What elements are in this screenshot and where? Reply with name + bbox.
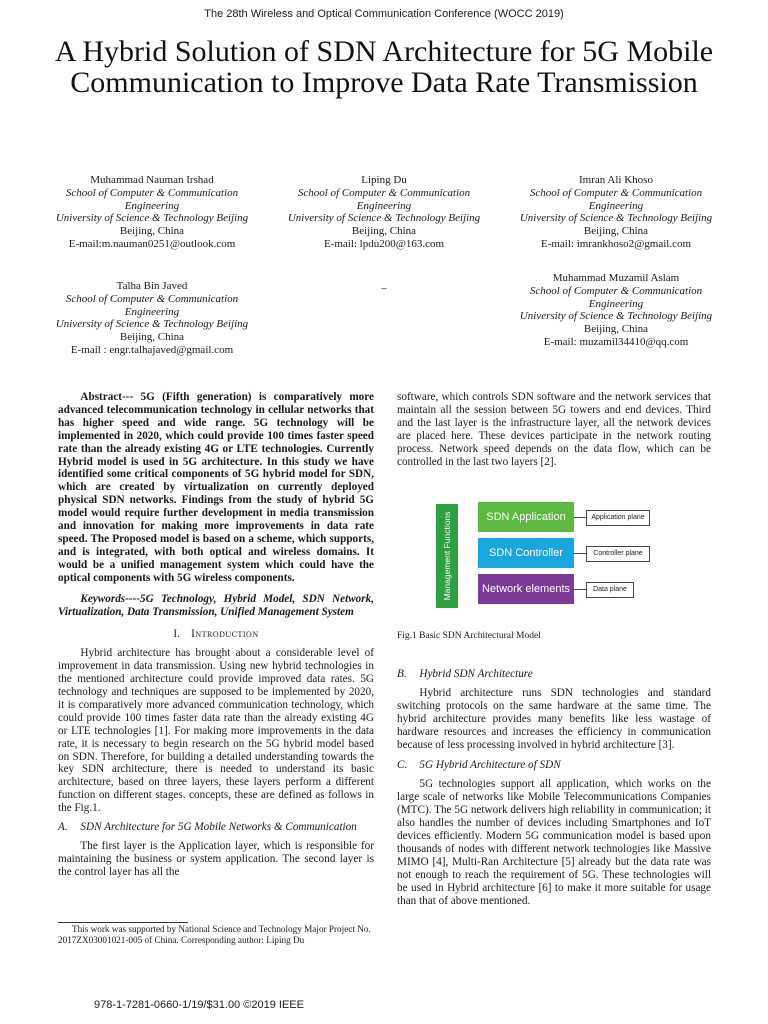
author-email: E-mail: muzamil34410@qq.com: [543, 335, 689, 348]
connector-line: [574, 553, 586, 554]
subsection-label: C.: [397, 759, 408, 772]
section-heading-introduction: [58, 628, 374, 641]
subsection-b-paragraph: Hybrid architecture runs SDN technologies and standard switching protocols on the same hardware at the same time. The hybrid architecture provides many benefits like less wastage of hardware resources and increases the efficiency in communication because of less processing involved in hybrid architecture [3].: [397, 686, 711, 751]
application-plane-label: Application plane: [586, 510, 650, 526]
figure-sdn-architecture: [420, 496, 660, 616]
author-email: E-mail: imrankhoso2@gmail.com: [540, 237, 692, 250]
author-name: Talha Bin Javed: [116, 280, 188, 292]
author-block: [516, 174, 716, 251]
section-title: Introduction: [191, 628, 259, 641]
abstract: Abstract--- 5G (Fifth generation) is comparatively more advanced telecommunication technology in cellular networks that has higher speed and wide range. 5G technology will be implemented in 2020, which could provide 100 times faster speed rate than the already existing 4G or LTE technologies. Currently Hybrid model is used in 5G architecture. In this study we have identified some critical components of 5G hybrid model for SDN, which are created by virtualization on currently deployed physical SDN networks. Findings from the study of hybrid 5G model would require further development in media transmission and innovation for making more improvements in data rate speed. The Proposed model is based on a scheme, which supports, and is integrated, with both optical and wireless domains. It would be a unified management system which could have the optical components with 5G wireless components.: [58, 391, 374, 584]
paper-title: A Hybrid Solution of SDN Architecture for 5G Mobile Communication to Improve Data Rate Transmission: [54, 35, 714, 99]
sdn-application-box: SDN Application: [478, 502, 574, 532]
right-column-lower: [397, 668, 711, 907]
subsection-c-paragraph: 5G technologies support all application, which works on the large scale of networks like Mobile Telecommunications Companies (MTC). The 5G network delivers high reliability in communication; it also handles the number of devices including Smartphones and IoT devices efficiently. Modern 5G communication model is based upon thousands of nodes with different network technologies like Massive MIMO [4], Multi-Ran Architecture [5] already but the data rate was not enough to reach the requirement of 5G. These technologies will be used in Hybrid architecture [6] to make it more suitable for usage than that of above mentioned.: [397, 778, 711, 907]
author-block: [284, 174, 484, 251]
author-affiliation: School of Computer & Communication Engineering: [529, 186, 703, 212]
connector-line: [574, 517, 586, 518]
author-name: Liping Du: [361, 174, 407, 186]
subsection-heading-c: [397, 759, 711, 772]
footnote: [58, 924, 376, 946]
author-block: [52, 174, 252, 251]
subsection-a-paragraph: The first layer is the Application layer, which is responsible for maintaining the business or system application. The second layer is the control layer has all the: [58, 840, 374, 878]
author-location: Beijing, China: [119, 331, 185, 344]
author-university: University of Science & Technology Beijing: [519, 212, 713, 225]
author-name: Muhammad Muzamil Aslam: [552, 272, 680, 284]
controller-plane-label: Controller plane: [586, 546, 650, 562]
subsection-heading-a: [58, 821, 374, 834]
section-number: I.: [173, 628, 180, 641]
author-university: University of Science & Technology Beijing: [519, 310, 713, 323]
author-email: E-mail:m.nauman0251@outlook.com: [68, 237, 236, 250]
author-location: Beijing, China: [583, 225, 649, 238]
intro-paragraph: Hybrid architecture has brought about a considerable level of improvement in data transmission. Using new hybrid technologies in the mentioned architecture could provide improved data rates. 5G technology and techniques are supposed to be implemented by 2020, it is comparatively more advanced communication technology, which could provide 100 times faster data rate than the already existing 4G or LTE technologies [1]. For making more improvements in the data rate, it is necessary to begin research on the 5G hybrid model based on SDN. Therefore, for building a detailed understanding towards the key SDN architecture, there is needed to understand its basic architecture, based on three layers, these layers perform a different function on different stages. concepts, these are defined as follows in the Fig.1.: [58, 647, 374, 815]
subsection-heading-b: [397, 668, 711, 681]
copyright-footer: 978-1-7281-0660-1/19/$31.00 ©2019 IEEE: [94, 999, 304, 1011]
left-column: [58, 391, 374, 879]
author-block: [52, 280, 252, 357]
author-email: E-mail : engr.talhajaved@gmail.com: [70, 343, 234, 356]
figure-caption: Fig.1 Basic SDN Architectural Model: [397, 631, 541, 641]
footnote-rule: [58, 922, 188, 923]
author-university: University of Science & Technology Beijing: [55, 318, 249, 331]
author-university: University of Science & Technology Beijing: [55, 212, 249, 225]
author-affiliation: School of Computer & Communication Engineering: [65, 186, 239, 212]
subsection-label: B.: [397, 668, 407, 680]
author-name: Muhammad Nauman Irshad: [90, 174, 214, 186]
author-university: University of Science & Technology Beijing: [287, 212, 481, 225]
author-location: Beijing, China: [351, 225, 417, 238]
author-name: Imran Ali Khoso: [579, 174, 653, 186]
author-block: [516, 272, 716, 349]
management-functions-label: Management Functions: [442, 511, 452, 601]
author-affiliation: School of Computer & Communication Engineering: [297, 186, 471, 212]
author-location: Beijing, China: [119, 225, 185, 238]
management-functions-bar: [436, 504, 458, 608]
subsection-label: A.: [58, 821, 68, 834]
keywords: Keywords----5G Technology, Hybrid Model, SDN Network, Virtualization, Data Transmission, Unified Management System: [58, 592, 374, 618]
network-elements-box: Network elements: [478, 574, 574, 604]
subsection-a-continued: software, which controls SDN software and the network services that maintain all the session between 5G towers and end devices. Third and the last layer is the infrastructure layer, all the network devices are placed here. These devices participate in the network routing process. Network speed depends on the data flow, which can be controlled in the last two layers [2].: [397, 391, 711, 468]
author-location: Beijing, China: [583, 323, 649, 336]
right-column: [397, 391, 711, 468]
subsection-title: Hybrid SDN Architecture: [419, 668, 533, 680]
data-plane-label: Data plane: [586, 582, 634, 598]
connector-line: [574, 589, 586, 590]
author-separator: –: [381, 282, 387, 294]
author-affiliation: School of Computer & Communication Engineering: [65, 292, 239, 318]
subsection-title: 5G Hybrid Architecture of SDN: [419, 759, 561, 772]
author-affiliation: School of Computer & Communication Engineering: [529, 284, 703, 310]
footnote-text: This work was supported by National Science and Technology Major Project No. 2017ZX03001021-005 of China. Corresponding author: Liping Du: [58, 924, 371, 945]
subsection-title: SDN Architecture for 5G Mobile Networks & Communication: [80, 821, 357, 834]
author-email: E-mail: lpdu200@163.com: [323, 237, 445, 250]
sdn-controller-box: SDN Controller: [478, 538, 574, 568]
conference-header: The 28th Wireless and Optical Communication Conference (WOCC 2019): [204, 8, 564, 20]
